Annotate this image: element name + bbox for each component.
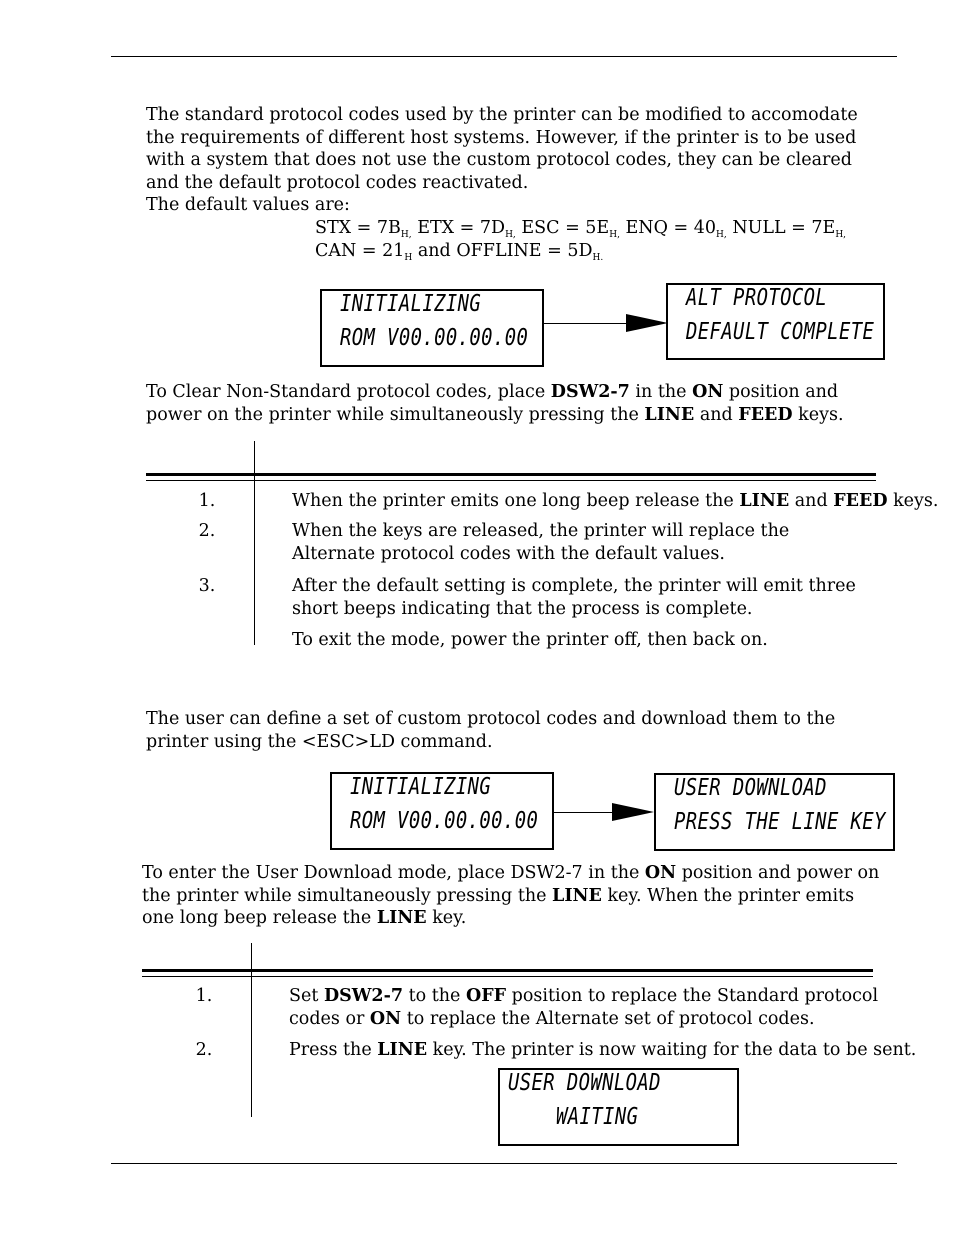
user-download-intro: The user can define a set of custom protocol codes and download them to the printer using the <ESC>LD command. <box>146 709 836 752</box>
lcd-line-1: INITIALIZING <box>340 291 482 317</box>
step-number: 1. <box>198 491 216 511</box>
clear-instructions: To Clear Non-Standard protocol codes, place DSW2-7 in the ON position and power on the printer while simultaneously pressing the LINE and FEED keys. <box>146 382 844 425</box>
default-values-line-2: CAN = $21_H$ and OFFLINE = $5D_{H.}$ <box>315 240 604 263</box>
defaults-label: The default values are: <box>146 195 350 215</box>
step-text: To exit the mode, power the printer off, then back on. <box>292 630 768 650</box>
arrow-line <box>544 323 628 324</box>
enter-instructions: To enter the User Download mode, place DSW2-7 in the ON position and power on the printer while simultaneously pressing the LINE key. When the printer emits one long beep release the LINE key. <box>142 863 880 928</box>
lcd-line-2: PRESS THE LINE KEY <box>674 809 886 835</box>
table-header-rule-thick <box>146 473 876 476</box>
lcd-line-2: ROM V00.00.00.00 <box>340 325 529 351</box>
step-number: 2. <box>195 1040 213 1060</box>
step-text: Set DSW2-7 to the OFF position to replace the Standard protocol codes or ON to replace the Alternate set of protocol codes. <box>289 986 879 1029</box>
step-text: Press the LINE key. The printer is now waiting for the data to be sent. <box>289 1040 917 1060</box>
lcd-display-initializing <box>330 772 554 850</box>
intro-paragraph: The standard protocol codes used by the printer can be modified to accomodate the requirements of different host systems. However, if the printer is to be used with a system that does not use the custom protocol codes, they can be cleared and the default protocol codes reactivated. The default values are: <box>146 104 874 217</box>
lcd-display-user-download <box>654 773 895 851</box>
arrow-head-icon <box>626 314 668 332</box>
default-values-line-1: STX = $7B_{H,}$ ETX = $7D_{H,}$ ESC = $5E_{H,}$ ENQ = $40_{H,}$ NULL = $7E_{H,}$ <box>315 218 847 240</box>
header-rule <box>111 56 897 57</box>
arrow-line <box>554 812 614 813</box>
lcd-line-2: DEFAULT COMPLETE <box>686 319 875 345</box>
lcd-line-1: INITIALIZING <box>350 774 492 800</box>
lcd-display-waiting <box>498 1068 739 1146</box>
lcd-display-alt-protocol <box>666 283 885 360</box>
step-number: 3. <box>198 576 216 596</box>
table-divider <box>254 441 255 645</box>
default-values <box>315 217 875 262</box>
lcd-line-1: USER DOWNLOAD <box>508 1070 661 1096</box>
arrow-head-icon <box>612 803 654 821</box>
step-text: After the default setting is complete, the printer will emit three short beeps indicating that the process is complete. <box>292 576 856 619</box>
step-text: When the keys are released, the printer will replace the Alternate protocol codes with the default values. <box>292 521 790 564</box>
lcd-line-1: ALT PROTOCOL <box>686 285 828 311</box>
step-number: 2. <box>198 521 216 541</box>
step-text: When the printer emits one long beep release the LINE and FEED keys. <box>292 491 939 511</box>
lcd-line-1: USER DOWNLOAD <box>674 775 827 801</box>
table-header-rule-thin <box>146 480 876 481</box>
lcd-display-initializing <box>320 289 544 367</box>
table-header-rule-thick <box>142 969 873 972</box>
lcd-line-2: ROM V00.00.00.00 <box>350 808 539 834</box>
footer-rule <box>111 1163 897 1164</box>
step-number: 1. <box>195 986 213 1006</box>
table-header-rule-thin <box>142 976 873 977</box>
lcd-line-2: WAITING <box>556 1104 639 1130</box>
